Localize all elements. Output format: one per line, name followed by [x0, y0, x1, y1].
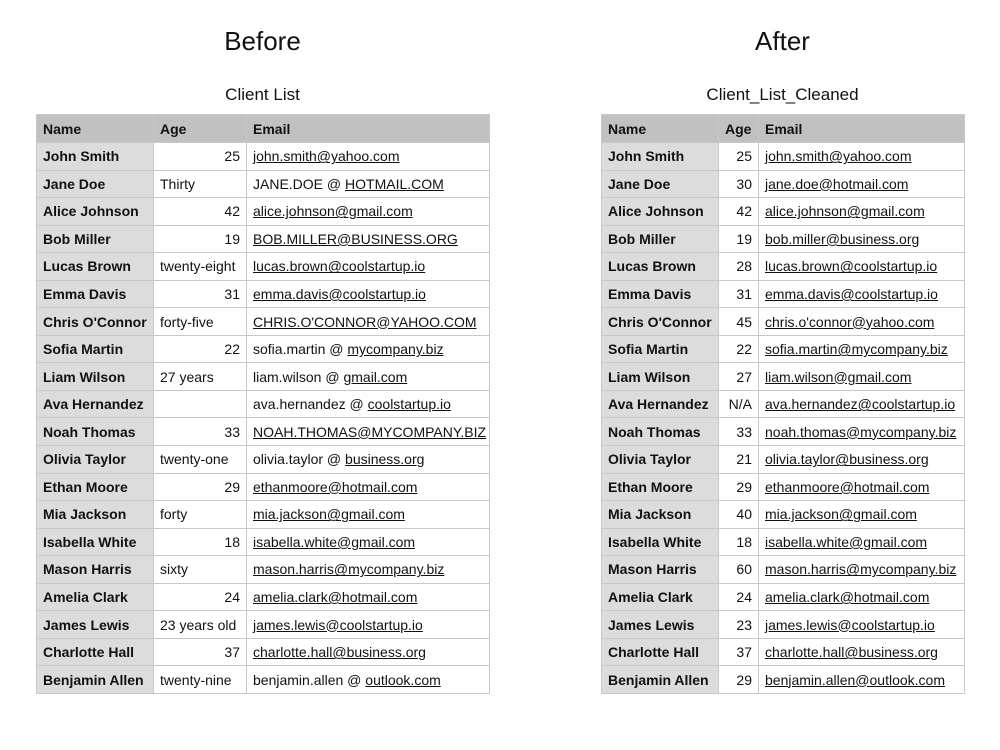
- age-cell: 33: [719, 418, 759, 446]
- email-plain-text: JANE.DOE @: [253, 175, 346, 192]
- email-cell: [759, 280, 965, 308]
- age-cell: 42: [719, 198, 759, 226]
- age-cell: 40: [719, 501, 759, 529]
- email-link[interactable]: noah.thomas@mycompany.biz: [765, 423, 957, 440]
- table-row: [602, 390, 965, 418]
- table-row: [602, 418, 965, 446]
- email-link[interactable]: olivia.taylor@business.org: [765, 451, 929, 468]
- age-cell: 28: [719, 253, 759, 281]
- table-row: [37, 583, 490, 611]
- email-cell: [759, 501, 965, 529]
- client-name-cell: Jane Doe: [37, 170, 154, 198]
- client-name-cell: Ava Hernandez: [37, 390, 154, 418]
- age-cell: 42: [154, 198, 247, 226]
- email-cell: [759, 556, 965, 584]
- email-link[interactable]: charlotte.hall@business.org: [765, 644, 938, 661]
- table-row: [602, 666, 965, 694]
- age-cell: 22: [154, 335, 247, 363]
- email-link[interactable]: liam.wilson@gmail.com: [765, 368, 912, 385]
- client-name-cell: Olivia Taylor: [602, 446, 719, 474]
- email-link[interactable]: isabella.white@gmail.com: [765, 533, 928, 550]
- table-row: [37, 225, 490, 253]
- email-link[interactable]: lucas.brown@coolstartup.io: [253, 258, 426, 275]
- age-cell: Thirty: [154, 170, 247, 198]
- email-cell: [247, 335, 490, 363]
- email-cell: [759, 170, 965, 198]
- email-cell: [247, 225, 490, 253]
- client-name-cell: Benjamin Allen: [37, 666, 154, 694]
- client-name-cell: Bob Miller: [37, 225, 154, 253]
- email-cell: [759, 638, 965, 666]
- email-cell: [247, 638, 490, 666]
- email-cell: [247, 473, 490, 501]
- column-header-age: Age: [154, 115, 247, 143]
- age-cell: 29: [719, 666, 759, 694]
- client-name-cell: Ethan Moore: [602, 473, 719, 501]
- email-link[interactable]: lucas.brown@coolstartup.io: [765, 258, 938, 275]
- age-cell: 37: [154, 638, 247, 666]
- after-heading: After: [755, 26, 810, 56]
- email-cell: [247, 583, 490, 611]
- client-name-cell: Ethan Moore: [37, 473, 154, 501]
- email-link[interactable]: ethanmoore@hotmail.com: [765, 478, 930, 495]
- email-link[interactable]: NOAH.THOMAS@MYCOMPANY.BIZ: [253, 423, 487, 440]
- column-header-age: Age: [719, 115, 759, 143]
- email-cell: [247, 390, 490, 418]
- email-cell: [247, 198, 490, 226]
- email-link[interactable]: ava.hernandez@coolstartup.io: [765, 396, 956, 413]
- table-row: [37, 501, 490, 529]
- age-cell: 33: [154, 418, 247, 446]
- column-header-name: Name: [37, 115, 154, 143]
- email-cell: [759, 666, 965, 694]
- client-name-cell: Chris O'Connor: [37, 308, 154, 336]
- age-cell: 31: [154, 280, 247, 308]
- table-row: [37, 611, 490, 639]
- client-name-cell: Alice Johnson: [37, 198, 154, 226]
- email-cell: [759, 363, 965, 391]
- client-name-cell: John Smith: [37, 143, 154, 171]
- client-name-cell: Alice Johnson: [602, 198, 719, 226]
- table-row: [37, 308, 490, 336]
- client-name-cell: Mason Harris: [602, 556, 719, 584]
- email-link[interactable]: charlotte.hall@business.org: [253, 644, 426, 661]
- table-row: [602, 198, 965, 226]
- email-cell: [247, 170, 490, 198]
- age-cell: 60: [719, 556, 759, 584]
- email-cell: [247, 308, 490, 336]
- table-row: [602, 170, 965, 198]
- email-link[interactable]: james.lewis@coolstartup.io: [765, 616, 935, 633]
- client-name-cell: Emma Davis: [602, 280, 719, 308]
- age-cell: twenty-nine: [154, 666, 247, 694]
- age-cell: 31: [719, 280, 759, 308]
- table-row: [602, 556, 965, 584]
- client-name-cell: Noah Thomas: [602, 418, 719, 446]
- table-row: [602, 638, 965, 666]
- email-link[interactable]: ethanmoore@hotmail.com: [253, 478, 418, 495]
- email-link[interactable]: coolstartup.io: [367, 396, 451, 413]
- age-cell: 23 years old: [154, 611, 247, 639]
- table-row: [37, 666, 490, 694]
- table-row: [602, 446, 965, 474]
- column-header-name: Name: [602, 115, 719, 143]
- age-cell: 24: [719, 583, 759, 611]
- table-row: [602, 225, 965, 253]
- age-cell: 18: [719, 528, 759, 556]
- email-cell: [759, 390, 965, 418]
- email-link[interactable]: james.lewis@coolstartup.io: [253, 616, 423, 633]
- email-link[interactable]: mycompany.biz: [347, 341, 444, 358]
- client-name-cell: Charlotte Hall: [37, 638, 154, 666]
- email-cell: [759, 446, 965, 474]
- age-cell: 19: [719, 225, 759, 253]
- email-cell: [247, 253, 490, 281]
- age-cell: forty-five: [154, 308, 247, 336]
- table-row: [37, 556, 490, 584]
- email-link[interactable]: mia.jackson@gmail.com: [765, 506, 917, 523]
- email-cell: [247, 528, 490, 556]
- client-name-cell: Sofia Martin: [37, 335, 154, 363]
- header-row: [602, 115, 965, 143]
- age-cell: 23: [719, 611, 759, 639]
- age-cell: 22: [719, 335, 759, 363]
- client-name-cell: Isabella White: [602, 528, 719, 556]
- email-link[interactable]: benjamin.allen@outlook.com: [765, 671, 945, 688]
- email-cell: [759, 611, 965, 639]
- client-name-cell: Mason Harris: [37, 556, 154, 584]
- table-row: [602, 143, 965, 171]
- age-cell: twenty-one: [154, 446, 247, 474]
- age-cell: 21: [719, 446, 759, 474]
- email-link[interactable]: mason.harris@mycompany.biz: [765, 561, 957, 578]
- age-cell: twenty-eight: [154, 253, 247, 281]
- email-plain-text: liam.wilson @: [253, 368, 344, 385]
- age-cell: [154, 390, 247, 418]
- email-link[interactable]: sofia.martin@mycompany.biz: [765, 341, 948, 358]
- client-name-cell: Mia Jackson: [37, 501, 154, 529]
- email-plain-text: benjamin.allen @: [253, 671, 366, 688]
- email-link[interactable]: gmail.com: [343, 368, 408, 385]
- table-row: [602, 501, 965, 529]
- table-row: [602, 583, 965, 611]
- age-cell: sixty: [154, 556, 247, 584]
- before-table: [36, 114, 490, 694]
- email-cell: [247, 501, 490, 529]
- table-row: [37, 253, 490, 281]
- email-link[interactable]: BOB.MILLER@BUSINESS.ORG: [253, 230, 458, 247]
- column-header-email: Email: [247, 115, 490, 143]
- client-name-cell: Sofia Martin: [602, 335, 719, 363]
- email-cell: [247, 556, 490, 584]
- client-name-cell: Liam Wilson: [37, 363, 154, 391]
- email-link[interactable]: bob.miller@business.org: [765, 230, 920, 247]
- table-row: [602, 528, 965, 556]
- table-row: [37, 390, 490, 418]
- email-cell: [247, 280, 490, 308]
- table-row: [37, 473, 490, 501]
- email-link[interactable]: mason.harris@mycompany.biz: [253, 561, 445, 578]
- email-link[interactable]: business.org: [345, 451, 425, 468]
- email-cell: [759, 473, 965, 501]
- table-row: [602, 611, 965, 639]
- email-link[interactable]: john.smith@yahoo.com: [765, 148, 912, 165]
- column-header-email: Email: [759, 115, 965, 143]
- email-cell: [759, 335, 965, 363]
- email-plain-text: ava.hernandez @: [253, 396, 368, 413]
- email-cell: [759, 528, 965, 556]
- email-link[interactable]: amelia.clark@hotmail.com: [253, 589, 418, 606]
- age-cell: 25: [719, 143, 759, 171]
- client-name-cell: Emma Davis: [37, 280, 154, 308]
- table-row: [37, 638, 490, 666]
- email-cell: [247, 418, 490, 446]
- age-cell: 30: [719, 170, 759, 198]
- age-cell: 37: [719, 638, 759, 666]
- email-cell: [247, 446, 490, 474]
- age-cell: forty: [154, 501, 247, 529]
- email-link[interactable]: mia.jackson@gmail.com: [253, 506, 405, 523]
- client-name-cell: John Smith: [602, 143, 719, 171]
- email-plain-text: olivia.taylor @: [253, 451, 346, 468]
- table-row: [37, 198, 490, 226]
- client-name-cell: Amelia Clark: [37, 583, 154, 611]
- client-name-cell: Isabella White: [37, 528, 154, 556]
- age-cell: 27 years: [154, 363, 247, 391]
- age-cell: 27: [719, 363, 759, 391]
- after-table: [601, 114, 965, 694]
- table-row: [602, 335, 965, 363]
- age-cell: 29: [719, 473, 759, 501]
- client-name-cell: James Lewis: [602, 611, 719, 639]
- email-cell: [759, 583, 965, 611]
- header-row: [37, 115, 490, 143]
- age-cell: 19: [154, 225, 247, 253]
- age-cell: N/A: [719, 390, 759, 418]
- table-row: [602, 280, 965, 308]
- age-cell: 24: [154, 583, 247, 611]
- email-cell: [759, 198, 965, 226]
- email-link[interactable]: amelia.clark@hotmail.com: [765, 589, 930, 606]
- email-cell: [759, 308, 965, 336]
- email-cell: [247, 363, 490, 391]
- email-cell: [247, 666, 490, 694]
- email-cell: [759, 143, 965, 171]
- email-link[interactable]: alice.johnson@gmail.com: [253, 203, 413, 220]
- table-row: [37, 143, 490, 171]
- email-link[interactable]: chris.o'connor@yahoo.com: [765, 313, 935, 330]
- client-name-cell: Mia Jackson: [602, 501, 719, 529]
- email-cell: [759, 225, 965, 253]
- client-name-cell: Charlotte Hall: [602, 638, 719, 666]
- table-row: [37, 280, 490, 308]
- client-name-cell: Benjamin Allen: [602, 666, 719, 694]
- table-row: [37, 335, 490, 363]
- email-link[interactable]: CHRIS.O'CONNOR@YAHOO.COM: [253, 313, 477, 330]
- before-table-title: Client List: [225, 85, 300, 104]
- table-row: [602, 308, 965, 336]
- email-link[interactable]: emma.davis@coolstartup.io: [765, 286, 938, 302]
- age-cell: 25: [154, 143, 247, 171]
- email-link[interactable]: john.smith@yahoo.com: [253, 148, 400, 165]
- client-name-cell: Ava Hernandez: [602, 390, 719, 418]
- age-cell: 45: [719, 308, 759, 336]
- age-cell: 18: [154, 528, 247, 556]
- email-link[interactable]: alice.johnson@gmail.com: [765, 203, 925, 220]
- client-name-cell: Lucas Brown: [602, 253, 719, 281]
- table-row: [37, 418, 490, 446]
- email-cell: [759, 418, 965, 446]
- client-name-cell: Jane Doe: [602, 170, 719, 198]
- client-name-cell: Olivia Taylor: [37, 446, 154, 474]
- client-name-cell: Bob Miller: [602, 225, 719, 253]
- table-row: [602, 363, 965, 391]
- client-name-cell: Lucas Brown: [37, 253, 154, 281]
- email-cell: [247, 143, 490, 171]
- client-name-cell: Amelia Clark: [602, 583, 719, 611]
- table-row: [602, 253, 965, 281]
- email-cell: [759, 253, 965, 281]
- email-link[interactable]: outlook.com: [365, 671, 441, 688]
- client-name-cell: Noah Thomas: [37, 418, 154, 446]
- table-row: [37, 363, 490, 391]
- before-heading: Before: [224, 26, 301, 56]
- table-row: [37, 446, 490, 474]
- email-link[interactable]: isabella.white@gmail.com: [253, 533, 416, 550]
- table-row: [37, 170, 490, 198]
- client-name-cell: Chris O'Connor: [602, 308, 719, 336]
- email-link[interactable]: jane.doe@hotmail.com: [765, 175, 909, 192]
- client-name-cell: Liam Wilson: [602, 363, 719, 391]
- age-cell: 29: [154, 473, 247, 501]
- table-row: [37, 528, 490, 556]
- after-table-title: Client_List_Cleaned: [706, 85, 859, 104]
- table-row: [602, 473, 965, 501]
- client-name-cell: James Lewis: [37, 611, 154, 639]
- email-link[interactable]: emma.davis@coolstartup.io: [253, 286, 426, 302]
- email-link[interactable]: HOTMAIL.COM: [345, 175, 444, 192]
- email-cell: [247, 611, 490, 639]
- email-plain-text: sofia.martin @: [253, 341, 348, 358]
